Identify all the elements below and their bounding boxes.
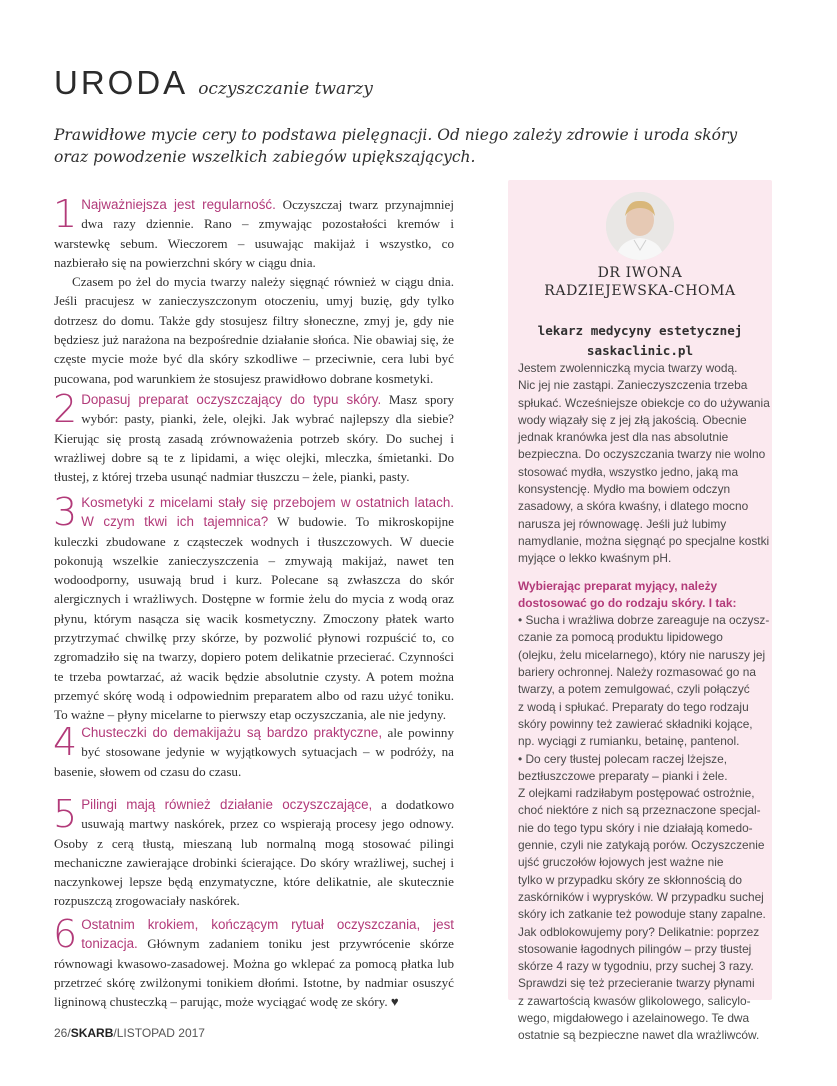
sidebar-line: (olejku, żelu micelarnego), który nie naruszy jej bbox=[518, 647, 766, 662]
sidebar-line: myjące o lekko kwaśnym pH. bbox=[518, 551, 672, 566]
sidebar-line: • Sucha i wrażliwa dobrze zareaguje na oczysz- bbox=[518, 613, 770, 628]
section-title: URODA bbox=[54, 64, 189, 101]
tip-number: 6 bbox=[53, 912, 78, 956]
sidebar-line: Jestem zwolenniczką mycia twarzy wodą. bbox=[518, 361, 738, 375]
sidebar-line: np. wyciągi z rumianku, betainę, pantenol. bbox=[518, 734, 740, 749]
sidebar-line: czanie za pomocą produktu lipidowego bbox=[518, 630, 723, 645]
tip-heading: Kosmetyki z micelami stały się przebojem w ostatnich latach. W czym tkwi ich tajemnica? bbox=[81, 495, 454, 530]
page-footer bbox=[54, 1026, 205, 1040]
sidebar-line: tylko w przypadku skóry ze skłonnością do bbox=[518, 872, 743, 887]
tip-1 bbox=[53, 192, 454, 388]
sidebar-line: beztłuszczowe preparaty – pianki i żele. bbox=[518, 768, 728, 783]
sidebar-bold-line: Wybierając preparat myjący, należy bbox=[518, 578, 718, 593]
page-number: 26/ bbox=[54, 1026, 71, 1040]
tip-number: 5 bbox=[53, 792, 78, 836]
sidebar-line: • Do cery tłustej polecam raczej lżejsze, bbox=[518, 751, 728, 766]
expert-name-line: RADZIEJEWSKA-CHOMA bbox=[544, 283, 736, 299]
tip-3 bbox=[53, 490, 454, 725]
issue-date: /LISTOPAD 2017 bbox=[113, 1026, 205, 1040]
sidebar-line: nie do tego typu skóry i nie działają komedo- bbox=[518, 820, 753, 835]
tip-number: 3 bbox=[53, 490, 78, 534]
sidebar-line: ostatnie są bezpieczne nawet dla wrażliwców. bbox=[518, 1028, 760, 1043]
sidebar-line: bariery ochronnej. Należy rozmasować go na bbox=[518, 665, 756, 680]
expert-website: saskaclinic.pl bbox=[586, 343, 694, 358]
sidebar-line: z zawartością kwasów glikolowego, salicylo- bbox=[518, 993, 751, 1008]
sidebar-line: konsystencję. Mydło ma bowiem odczyn bbox=[518, 482, 731, 497]
expert-name-line: DR IWONA bbox=[597, 265, 683, 281]
sidebar-line: Z olejkami radziłabym postępować ostrożnie, bbox=[518, 786, 755, 801]
sidebar-line: Jak odblokowujemy pory? Delikatnie: poprzez bbox=[518, 924, 760, 939]
tip-heading: Chusteczki do demakijażu są bardzo praktyczne, bbox=[81, 725, 383, 740]
sidebar-line: stosować mydła, wszystko jedno, jaką ma bbox=[518, 464, 739, 479]
lead-line: Prawidłowe mycie cery to podstawa pielęgnacji. Od niego zależy zdrowie i uroda skóry bbox=[54, 126, 738, 144]
tip-text: Masz spory wybór: pasty, pianki, żele, olejki. Jak wybrać najlepszy dla siebie? Kierując się prostą zasadą zrównoważenia potrzeb skóry. Do suchej i wrażliwej dobre są te z lipidami, a więc olejki, mleczka, śmietanki. Do tłustej, z której trzeba usunąć nadmiar tłuszczu – żele, pianki, pasty. bbox=[54, 392, 454, 485]
expert-role: lekarz medycyny estetycznej bbox=[537, 323, 743, 338]
sidebar-line: wego, migdałowego i azelainowego. Te dwa bbox=[518, 1010, 750, 1025]
expert-sidebar bbox=[508, 180, 772, 1043]
expert-name bbox=[508, 264, 772, 300]
sidebar-line: ujść gruczołów łojowych jest ważne nie bbox=[518, 855, 724, 870]
sidebar-line: twarzy, a potem zemulgować, czyli połączyć bbox=[518, 682, 750, 697]
tip-heading: Dopasuj preparat oczyszczający do typu skóry. bbox=[81, 392, 382, 407]
tip-text: a dodatkowo usuwają martwy naskórek, przez co wspierają procesy jego odnowy. Osoby z cerą tłustą, mieszaną lub normalną mogą stosować pilingi mechaniczne zawierające drobinki ścierające. Do skóry wrażliwej, suchej i naczynkowej lepsze będą enzymatyczne, które delikatnie, ale skutecznie rozpuszczą zrogowaciały naskórek. bbox=[54, 797, 454, 909]
sidebar-line: z wodą i spłukać. Preparaty do tego rodzaju bbox=[518, 699, 749, 714]
sidebar-line: choć niektóre z nich są przeznaczone specjal- bbox=[518, 803, 761, 818]
sidebar-line: spłukać. Wcześniejsze obiekcje co do używania bbox=[518, 395, 770, 410]
lead-paragraph bbox=[54, 124, 774, 168]
expert-photo bbox=[606, 192, 674, 260]
tip-number: 4 bbox=[53, 720, 78, 764]
tip-number: 1 bbox=[53, 192, 78, 236]
tip-text: Oczyszczaj twarz przynajmniej dwa razy dziennie. Rano – zmywając pozostałości kremów i warstewkę sebum. Wieczorem – usuwając makijaż i wszystko, co nazbierało się na powierzchni skóry w ciągu dnia. bbox=[54, 197, 454, 270]
topic-subtitle: oczyszczanie twarzy bbox=[198, 79, 373, 99]
sidebar-line: zaskórników i wyprysków. W przypadku suchej bbox=[518, 889, 764, 904]
sidebar-line: stosowanie łagodnych pilingów – przy tłustej bbox=[518, 941, 752, 956]
tip-4 bbox=[53, 720, 454, 781]
sidebar-line: gennie, czyli nie zatykają porów. Oczyszczenie bbox=[518, 838, 765, 853]
tip-5 bbox=[53, 792, 454, 911]
tip-text: ale powinny być stosowane jedynie w wyjątkowych sytuacjach – w podróży, na basenie, słowem od czasu do czasu. bbox=[54, 725, 454, 779]
sidebar-line: narusza jej równowagę. Jeśli już lubimy bbox=[518, 516, 727, 531]
sidebar-line: zasadowy, a skóra kwaśny, i dlatego mocno bbox=[518, 499, 749, 514]
tip-heading: Pilingi mają również działanie oczyszczające, bbox=[81, 797, 373, 812]
tip-text: Głównym zadaniem toniku jest przywrócenie skórze równowagi kwasowo-zasadowej. Można go wklepać za pomocą płatka lub przetrzeć skórę zwilżonymi tonikiem dłońmi. Istotne, by nadmiar osuszyć ligninową chusteczką – parując, może wyciągać wodę ze skóry. ♥ bbox=[54, 936, 454, 1010]
tip-number: 2 bbox=[53, 387, 78, 431]
sidebar-line: skóry ich zatkanie też powoduje stany zapalne. bbox=[518, 907, 766, 922]
tip-heading: Najważniejsza jest regularność. bbox=[81, 197, 276, 212]
tip-text-extra: Czasem po żel do mycia twarzy należy sięgnąć również w ciągu dnia. Jeśli pracujesz w zanieczyszczonym otoczeniu, umyj buzię, gdy tylko dotrzesz do domu. Także gdy stosujesz filtry słoneczne, zmyj je, gdy nie będziesz już narażona na bezpośrednie działanie słońca. Nie obawiaj się, że częste mycie może być dla skóry szkodliwe – przeciwnie, cera lubi być pucowana, pod warunkiem że stosujesz prawidłowo dobrane kosmetyki. bbox=[54, 274, 454, 386]
tip-heading: Ostatnim krokiem, kończącym rytuał oczyszczania, jest tonizacja. bbox=[81, 917, 454, 952]
sidebar-text bbox=[518, 360, 770, 1045]
sidebar-line: namydlanie, można sięgnąć po specjalne kostki bbox=[518, 533, 770, 548]
page-header bbox=[54, 64, 373, 102]
sidebar-bold-line: dostosować go do rodzaju skóry. I tak: bbox=[518, 595, 737, 610]
sidebar-line: skóry powinny też zawierać składniki kojące, bbox=[518, 716, 753, 731]
magazine-name: SKARB bbox=[70, 1026, 114, 1040]
tip-2 bbox=[53, 387, 454, 486]
lead-line: oraz powodzenie wszelkich zabiegów upiększających. bbox=[54, 148, 476, 166]
sidebar-line: jednak kranówka jest dla nas absolutnie bbox=[518, 430, 729, 445]
sidebar-line: skórze 4 razy w tygodniu, przy suchej 3 razy. bbox=[518, 959, 754, 974]
sidebar-line: bezpieczna. Do oczyszczania twarzy nie wolno bbox=[518, 447, 766, 462]
sidebar-line: Nic jej nie zastąpi. Zanieczyszczenia trzeba bbox=[518, 378, 748, 393]
tip-6 bbox=[53, 912, 454, 1011]
sidebar-line: Sprawdzi się też przecieranie twarzy płynami bbox=[518, 976, 755, 991]
tip-text: W budowie. To mikroskopijne kuleczki zbudowane z cząsteczek wodnych i tłuszczowych. W duecie pokonują wszelkie zanieczyszczenia – zmywają makijaż, nawet ten wodoodporny, usuwają brud i kurz. Polecane są zwłaszcza do skór alergicznych i wrażliwych. Dostępne w formie żelu do mycia z wodą oraz płynu, którym nasącza się wacik kosmetyczny. Zmoczony płatek warto przytrzymać chwilkę przy skórze, by pozwolić płynowi rozpuścić to, co zgromadziło się na twarzy, dopiero potem delikatnie przecierać. Czynności te trzeba powtarzać, aż wacik będzie absolutnie czysty. A potem można przemyć skórę wodą i odpowiednim preparatem albo od razu użyć toniku. To ważne – płyny micelarne to pierwszy etap oczyszczania, ale nie jedyny. bbox=[54, 514, 454, 723]
sidebar-line: wody wiązały się z jej złą jakością. Obecnie bbox=[518, 412, 747, 427]
